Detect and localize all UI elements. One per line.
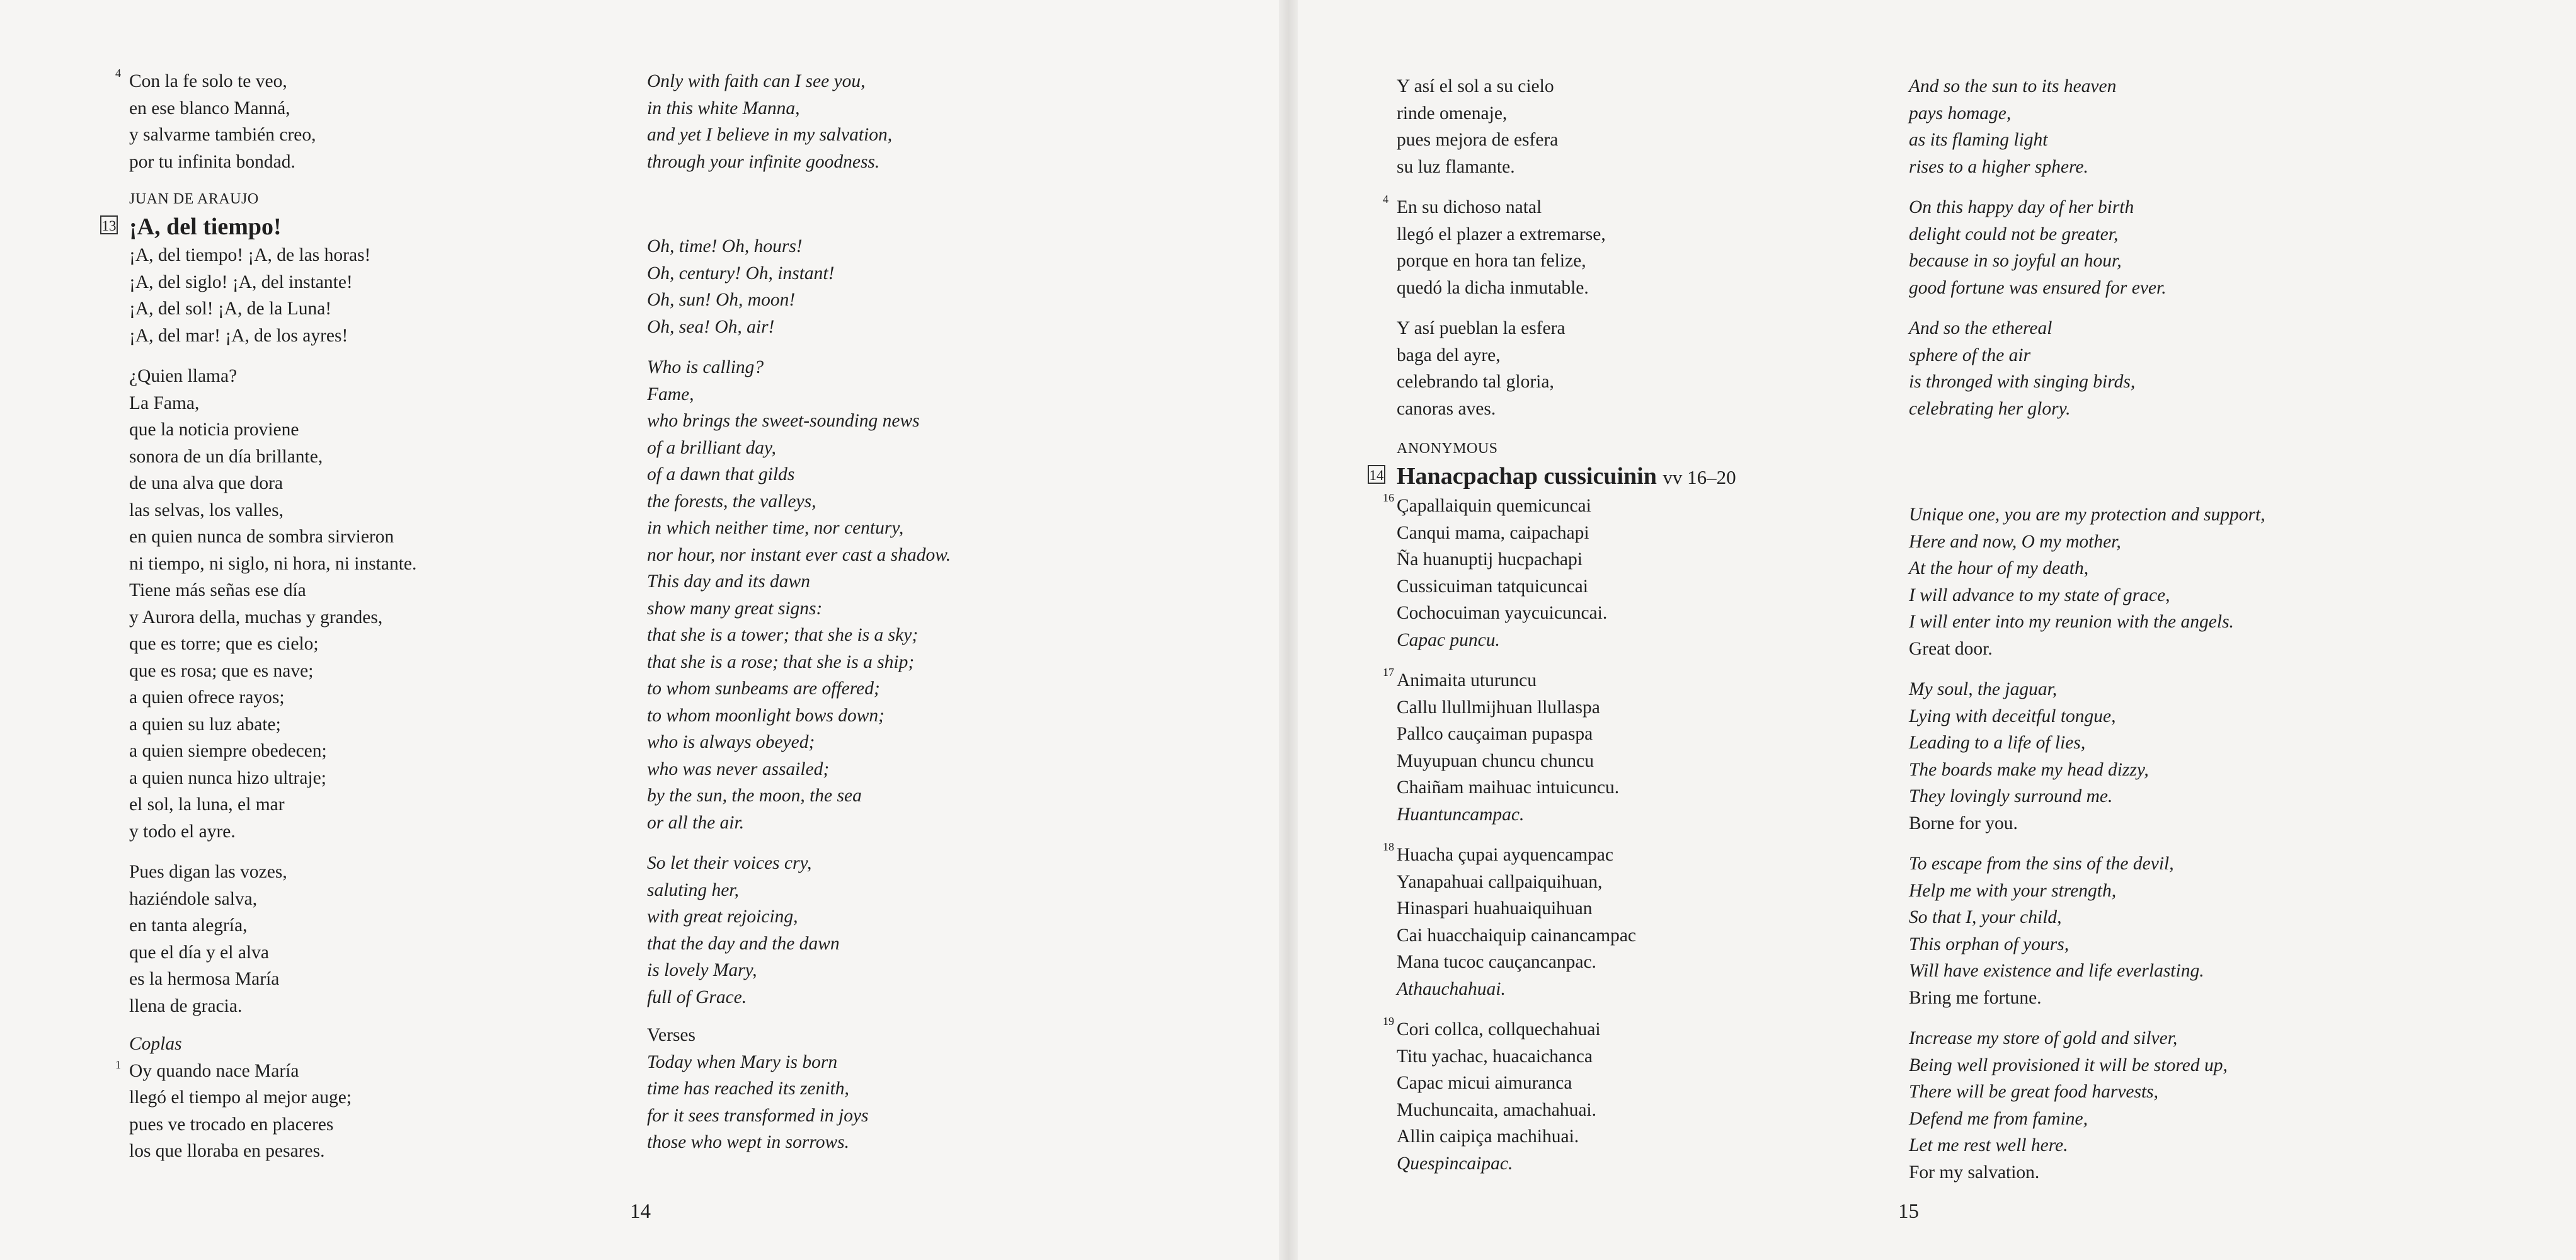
verse-line: en quien nunca de sombra sirvieron: [129, 527, 394, 547]
verses-label: Verses: [647, 1025, 696, 1045]
verse-line: Ña huanuptij hucpachapi: [1397, 549, 1583, 570]
verse-line: y salvarme también creo,: [129, 125, 316, 145]
title-text: ¡A, del tiempo!: [129, 214, 282, 240]
verse-line: Great door.: [1909, 638, 1993, 659]
lines: [1397, 667, 1736, 828]
verse-line: en ese blanco Manná,: [129, 98, 290, 118]
verse-line: pues ve trocado en placeres: [129, 1114, 334, 1135]
verse-line: and yet I believe in my salvation,: [647, 125, 893, 145]
verse-line: good fortune was ensured for ever.: [1909, 277, 2167, 298]
verse-line: los que lloraba en pesares.: [129, 1141, 325, 1161]
track-title: [1369, 461, 1736, 493]
verse-line: pues mejora de esfera: [1397, 130, 1559, 150]
verse-line: rises to a higher sphere.: [1909, 156, 2088, 177]
verse-line: Capac puncu.: [1397, 629, 1500, 650]
verse-line: Here and now, O my mother,: [1909, 531, 2121, 552]
lines: [647, 1049, 951, 1156]
verse-line: to whom sunbeams are offered;: [647, 679, 880, 699]
verse-line: show many great signs:: [647, 598, 823, 619]
verse-line: is lovely Mary,: [647, 960, 757, 980]
verse-line: Con la fe solo te veo,: [129, 71, 287, 91]
verse-line: for it sees transformed in joys: [647, 1105, 869, 1126]
stanza-q-19: [1383, 1015, 1736, 1177]
lines: [129, 68, 416, 175]
verse-line: in which neither time, nor century,: [647, 518, 904, 538]
title-suffix: vv 16–20: [1663, 466, 1736, 488]
verse-line: Let me rest well here.: [1909, 1135, 2068, 1155]
verse-line: of a brilliant day,: [647, 437, 776, 458]
verse-line: Callu llullmijhuan llullaspa: [1397, 697, 1600, 718]
verse-line: y Aurora della, muchas y grandes,: [129, 607, 383, 627]
verse-line: ¡A, del sol! ¡A, de la Luna!: [129, 299, 332, 319]
verse-line: or all the air.: [647, 812, 745, 833]
verse-line: ¡A, del tiempo! ¡A, de las horas!: [129, 245, 371, 265]
stanza-en-13-1: [647, 233, 951, 340]
verse-line: Cochocuiman yaycuicuncai.: [1397, 603, 1608, 623]
stanza-es-top: [115, 67, 416, 175]
verse-line: full of Grace.: [647, 987, 747, 1007]
stanza-en-13-2: [647, 354, 951, 836]
verse-line: Chaiñam maihuac intuicuncu.: [1397, 777, 1620, 798]
verse-line: Yanapahuai callpaiquihuan,: [1397, 871, 1603, 892]
verse-line: Huantuncampac.: [1397, 804, 1525, 825]
verse-line: that she is a tower; that she is a sky;: [647, 625, 919, 645]
verse-line: Animaita uturuncu: [1397, 670, 1537, 690]
verse-number: 1: [115, 1058, 121, 1071]
verse-line: La Fama,: [129, 392, 200, 413]
verse-line: They lovingly surround me.: [1909, 786, 2113, 806]
verse-line: En su dichoso natal: [1397, 197, 1542, 217]
left-spanish-column: [101, 67, 417, 1179]
page-number-left: 14: [630, 1200, 651, 1223]
verse-line: Unique one, you are my protection and support,: [1909, 505, 2265, 525]
verse-line: who was never assailed;: [647, 759, 830, 779]
verse-line: a quien siempre obedecen;: [129, 741, 327, 761]
track-title: [101, 212, 416, 242]
verse-line: because in so joyful an hour,: [1909, 251, 2122, 271]
verse-line: Oh, time! Oh, hours!: [647, 236, 803, 256]
verse-line: delight could not be greater,: [1909, 224, 2119, 244]
verse-line: Cussicuiman tatquicuncai: [1397, 576, 1588, 597]
verse-line: the forests, the valleys,: [647, 491, 816, 512]
verse-line: ni tiempo, ni siglo, ni hora, ni instante.: [129, 553, 417, 574]
verse-line: Çapallaiquin quemicuncai: [1397, 496, 1591, 516]
verse-line: ¿Quien llama?: [129, 366, 238, 386]
composer: JUAN DE ARAUJO: [129, 191, 259, 207]
left-english-column: [647, 68, 951, 1170]
verse-line: es la hermosa María: [129, 969, 280, 989]
verse-line: Leading to a life of lies,: [1909, 733, 2086, 753]
lines: [129, 1058, 416, 1165]
verse-line: The boards make my head dizzy,: [1909, 759, 2149, 780]
lines: [1397, 194, 1736, 301]
lines: [1397, 493, 1736, 653]
verse-number: 18: [1383, 840, 1394, 853]
verse-line: Fame,: [647, 384, 694, 404]
verse-line: Allin caipiça machihuai.: [1397, 1126, 1579, 1147]
verse-line: who is always obeyed;: [647, 732, 815, 752]
verse-line: Being well provisioned it will be stored up,: [1909, 1055, 2228, 1075]
verse-line: Athauchahuai.: [1397, 978, 1506, 999]
verse-line: This day and its dawn: [647, 571, 810, 592]
verse-line: through your infinite goodness.: [647, 151, 880, 172]
verse-line: Muyupuan chuncu chuncu: [1397, 750, 1594, 771]
verse-line: For my salvation.: [1909, 1162, 2040, 1183]
verse-line: llegó el plazer a extremarse,: [1397, 224, 1606, 244]
stanza-es-r1: [1397, 73, 1736, 180]
verse-line: And so the ethereal: [1909, 318, 2052, 338]
page-number-right: 15: [1898, 1200, 1919, 1223]
verse-line: as its flaming light: [1909, 130, 2048, 150]
verse-line: that the day and the dawn: [647, 933, 840, 954]
lines: [1397, 842, 1736, 1002]
verse-line: to whom moonlight bows down;: [647, 705, 884, 726]
verse-line: I will advance to my state of grace,: [1909, 585, 2170, 605]
verse-line: Muchuncaita, amachahuai.: [1397, 1099, 1596, 1120]
verse-line: in this white Manna,: [647, 98, 800, 118]
verse-line: por tu infinita bondad.: [129, 151, 295, 172]
verse-line: Defend me from famine,: [1909, 1108, 2088, 1129]
stanza-en-r1: [1909, 73, 2265, 180]
verse-line: baga del ayre,: [1397, 345, 1501, 365]
stanza-q-16: [1383, 491, 1736, 653]
verse-line: Huacha çupai ayquencampac: [1397, 845, 1613, 865]
verse-line: Today when Mary is born: [647, 1051, 838, 1072]
title-text: Hanacpachap cussicuinin: [1397, 463, 1657, 490]
verse-line: llena de gracia.: [129, 995, 243, 1016]
stanza-es-13-3: [129, 859, 416, 1019]
verse-line: who brings the sweet-sounding news: [647, 411, 920, 431]
verse-line: Mana tucoc cauçancanpac.: [1397, 952, 1596, 972]
verse-line: ¡A, del siglo! ¡A, del instante!: [129, 272, 353, 292]
verse-number: 17: [1383, 666, 1394, 679]
verse-line: en tanta alegría,: [129, 915, 248, 936]
verse-line: Quespincaipac.: [1397, 1153, 1513, 1174]
verse-line: que es torre; que es cielo;: [129, 634, 319, 654]
stanza-en-18: [1909, 850, 2265, 1011]
verse-line: of a dawn that gilds: [647, 464, 795, 484]
stanza-en-19: [1909, 1025, 2265, 1186]
verse-line: saluting her,: [647, 879, 739, 900]
stanza-es-r3: [1397, 315, 1736, 422]
verse-line: llegó el tiempo al mejor auge;: [129, 1087, 352, 1108]
verse-line: celebrating her glory.: [1909, 398, 2071, 419]
stanza-en-17: [1909, 676, 2265, 837]
verse-line: Pues digan las vozes,: [129, 862, 287, 882]
verse-line: a quien nunca hizo ultraje;: [129, 767, 326, 788]
stanza-en-verses: [647, 1022, 951, 1156]
verse-line: Who is calling?: [647, 357, 764, 377]
verse-line: Oh, century! Oh, instant!: [647, 263, 835, 284]
coplas-label: Coplas: [129, 1034, 182, 1054]
verse-number: 16: [1383, 491, 1394, 504]
stanza-en-r2: [1909, 194, 2265, 301]
verse-line: My soul, the jaguar,: [1909, 679, 2058, 699]
verse-line: Cai huacchaiquip cainancampac: [1397, 925, 1637, 946]
verse-line: Canqui mama, caipachapi: [1397, 522, 1589, 543]
verse-line: I will enter into my reunion with the angels.: [1909, 612, 2234, 632]
stanza-es-r2: [1383, 193, 1736, 301]
stanza-en-13-3: [647, 850, 951, 1011]
verse-line: canoras aves.: [1397, 398, 1496, 419]
verse-line: Borne for you.: [1909, 813, 2018, 833]
verse-line: Y así pueblan la esfera: [1397, 318, 1566, 338]
stanza-q-17: [1383, 666, 1736, 828]
verse-line: Cori collca, collquechahuai: [1397, 1019, 1601, 1040]
track-number-box: 14: [1368, 465, 1385, 484]
verse-line: Tiene más señas ese día: [129, 580, 306, 600]
verse-line: sphere of the air: [1909, 345, 2031, 365]
verse-line: And so the sun to its heaven: [1909, 76, 2117, 96]
right-original-column: [1369, 73, 1736, 1191]
stanza-en-r3: [1909, 315, 2265, 422]
verse-line: sonora de un día brillante,: [129, 446, 323, 467]
stanza-es-13-1: [129, 242, 416, 349]
verse-line: Will have existence and life everlasting.: [1909, 961, 2204, 981]
verse-line: celebrando tal gloria,: [1397, 372, 1554, 392]
verse-line: que el día y el alva: [129, 942, 269, 963]
verse-number: 4: [1383, 193, 1388, 205]
stanza-q-18: [1383, 840, 1736, 1002]
verse-line: nor hour, nor instant ever cast a shadow.: [647, 544, 951, 565]
verse-line: To escape from the sins of the devil,: [1909, 854, 2174, 874]
verse-line: that she is a rose; that she is a ship;: [647, 651, 915, 672]
verse-line: a quien ofrece rayos;: [129, 687, 285, 707]
track-number-box: 13: [100, 215, 118, 234]
verse-line: que la noticia proviene: [129, 420, 299, 440]
verse-line: This orphan of yours,: [1909, 934, 2069, 954]
verse-line: Oh, sea! Oh, air!: [647, 316, 775, 337]
verse-line: So that I, your child,: [1909, 907, 2062, 927]
verse-line: de una alva que dora: [129, 473, 283, 493]
verse-line: Y así el sol a su cielo: [1397, 76, 1554, 96]
verse-line: time has reached its zenith,: [647, 1079, 849, 1099]
verse-line: At the hour of my death,: [1909, 558, 2089, 578]
lines: [1397, 1016, 1736, 1177]
verse-line: haziéndole salva,: [129, 888, 258, 909]
spacer: [647, 189, 951, 233]
verse-line: with great rejoicing,: [647, 907, 798, 927]
verse-line: ¡A, del mar! ¡A, de los ayres!: [129, 325, 348, 346]
verse-line: Lying with deceitful tongue,: [1909, 706, 2116, 726]
composer: ANONYMOUS: [1397, 440, 1498, 457]
verse-number: 4: [115, 67, 121, 79]
verse-line: is thronged with singing birds,: [1909, 372, 2136, 392]
verse-line: those who wept in sorrows.: [647, 1132, 849, 1152]
verse-line: Hinaspari huahuaiquihuan: [1397, 898, 1593, 919]
verse-line: Capac micui aimuranca: [1397, 1073, 1572, 1093]
verse-line: by the sun, the moon, the sea: [647, 786, 862, 806]
verse-line: rinde omenaje,: [1397, 103, 1508, 123]
right-english-column: [1909, 73, 2265, 1200]
verse-line: porque en hora tan felize,: [1397, 251, 1586, 271]
verse-line: que es rosa; que es nave;: [129, 660, 314, 681]
verse-line: So let their voices cry,: [647, 853, 812, 873]
verse-line: Only with faith can I see you,: [647, 71, 866, 91]
verse-line: las selvas, los valles,: [129, 500, 283, 520]
verse-line: Titu yachac, huacaichanca: [1397, 1046, 1593, 1067]
verse-line: pays homage,: [1909, 103, 2012, 123]
stanza-es-13-2: [129, 363, 416, 845]
verse-line: quedó la dicha inmutable.: [1397, 277, 1589, 298]
book-gutter: [1279, 0, 1298, 1260]
stanza-en-top: [647, 68, 951, 175]
stanza-en-16: [1909, 501, 2265, 662]
verse-line: Help me with your strength,: [1909, 880, 2117, 901]
verse-line: su luz flamante.: [1397, 156, 1515, 177]
verse-line: el sol, la luna, el mar: [129, 794, 285, 815]
track-13-header: [101, 186, 416, 242]
verse-line: a quien su luz abate;: [129, 714, 281, 735]
verse-line: There will be great food harvests,: [1909, 1082, 2159, 1102]
stanza-es-coplas: [115, 1031, 416, 1165]
verse-line: Bring me fortune.: [1909, 987, 2042, 1008]
spacer: [1909, 436, 2265, 501]
verse-line: Oy quando nace María: [129, 1060, 299, 1081]
verse-line: Pallco cauçaiman pupaspa: [1397, 724, 1593, 744]
verse-line: Increase my store of gold and silver,: [1909, 1028, 2178, 1048]
verse-line: y todo el ayre.: [129, 821, 236, 842]
verse-line: On this happy day of her birth: [1909, 197, 2134, 217]
verse-number: 19: [1383, 1015, 1394, 1028]
verse-line: Oh, sun! Oh, moon!: [647, 290, 796, 310]
track-14-header: [1369, 436, 1736, 493]
